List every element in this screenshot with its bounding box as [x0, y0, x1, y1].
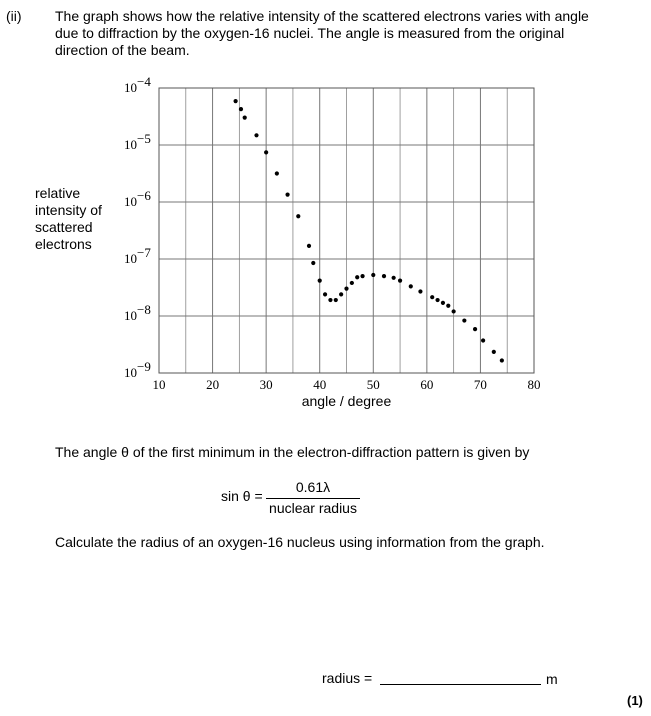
- answer-unit: m: [546, 671, 558, 687]
- data-point: [334, 298, 338, 302]
- data-point: [243, 116, 247, 120]
- y-tick-label: [124, 302, 151, 323]
- y-tick-label: [124, 131, 151, 152]
- y-tick-exponent: −6: [137, 188, 151, 203]
- y-tick-exponent: −5: [137, 131, 151, 146]
- y-tick-base: 10: [124, 308, 137, 323]
- data-point: [264, 150, 268, 154]
- data-point: [275, 171, 279, 175]
- x-axis-label: angle / degree: [301, 393, 392, 409]
- angle-sentence: The angle θ of the first minimum in the electron-diffraction pattern is given by: [55, 444, 530, 460]
- data-point: [382, 274, 386, 278]
- data-point: [430, 295, 434, 299]
- y-tick-label: [124, 74, 151, 95]
- data-point: [452, 309, 456, 313]
- data-point: [492, 350, 496, 354]
- data-point: [481, 338, 485, 342]
- data-point: [392, 276, 396, 280]
- data-point: [311, 261, 315, 265]
- y-tick-base: 10: [124, 137, 137, 152]
- data-point: [355, 275, 359, 279]
- data-point: [318, 279, 322, 283]
- x-tick-label: 50: [366, 377, 380, 392]
- y-tick-label: [124, 245, 151, 266]
- x-tick-label: 60: [420, 377, 434, 392]
- data-point: [328, 298, 332, 302]
- data-point: [350, 281, 354, 285]
- data-point: [323, 292, 327, 296]
- data-point: [285, 192, 289, 196]
- data-point: [500, 358, 504, 362]
- data-point: [435, 298, 439, 302]
- formula-numerator: 0.61λ: [295, 479, 331, 495]
- data-point: [339, 292, 343, 296]
- y-tick-base: 10: [124, 365, 137, 380]
- data-point: [473, 327, 477, 331]
- data-point: [446, 304, 450, 308]
- x-tick-label: 40: [313, 377, 327, 392]
- formula-lhs: sin θ =: [221, 488, 263, 504]
- fraction-bar: [266, 498, 360, 499]
- answer-label: radius =: [322, 670, 373, 686]
- data-point: [254, 133, 258, 137]
- question-intro: The graph shows how the relative intensity of the scattered electrons varies with angle due to diffraction by the oxygen-16 nuclei. The angle is measured from the original direction of the beam.: [55, 8, 589, 58]
- y-tick-exponent: −4: [137, 74, 151, 89]
- answer-line[interactable]: [380, 684, 541, 685]
- x-tick-label: 20: [206, 377, 220, 392]
- y-tick-exponent: −7: [137, 245, 151, 260]
- y-tick-base: 10: [124, 251, 137, 266]
- y-tick-label: [124, 359, 151, 380]
- question-number: (ii): [6, 8, 22, 24]
- x-tick-label: 30: [259, 377, 273, 392]
- calculate-instruction: Calculate the radius of an oxygen-16 nucleus using information from the graph.: [55, 534, 545, 550]
- data-point: [398, 279, 402, 283]
- y-tick-base: 10: [124, 80, 137, 95]
- y-tick-exponent: −9: [137, 359, 151, 374]
- marks-label: (1): [627, 693, 643, 708]
- data-point: [462, 318, 466, 322]
- x-tick-label: 10: [152, 377, 166, 392]
- x-tick-label: 80: [527, 377, 541, 392]
- data-point: [307, 244, 311, 248]
- data-point: [239, 107, 243, 111]
- data-point: [360, 274, 364, 278]
- data-point: [441, 301, 445, 305]
- data-point: [344, 287, 348, 291]
- y-tick-base: 10: [124, 194, 137, 209]
- y-axis-label: relative intensity of scattered electrons: [35, 185, 102, 252]
- data-point: [296, 214, 300, 218]
- data-point: [418, 289, 422, 293]
- y-tick-label: [124, 188, 151, 209]
- y-tick-exponent: −8: [137, 302, 151, 317]
- data-point: [371, 273, 375, 277]
- data-point: [234, 99, 238, 103]
- data-point: [409, 284, 413, 288]
- formula-denominator: nuclear radius: [269, 500, 357, 516]
- x-tick-label: 70: [473, 377, 487, 392]
